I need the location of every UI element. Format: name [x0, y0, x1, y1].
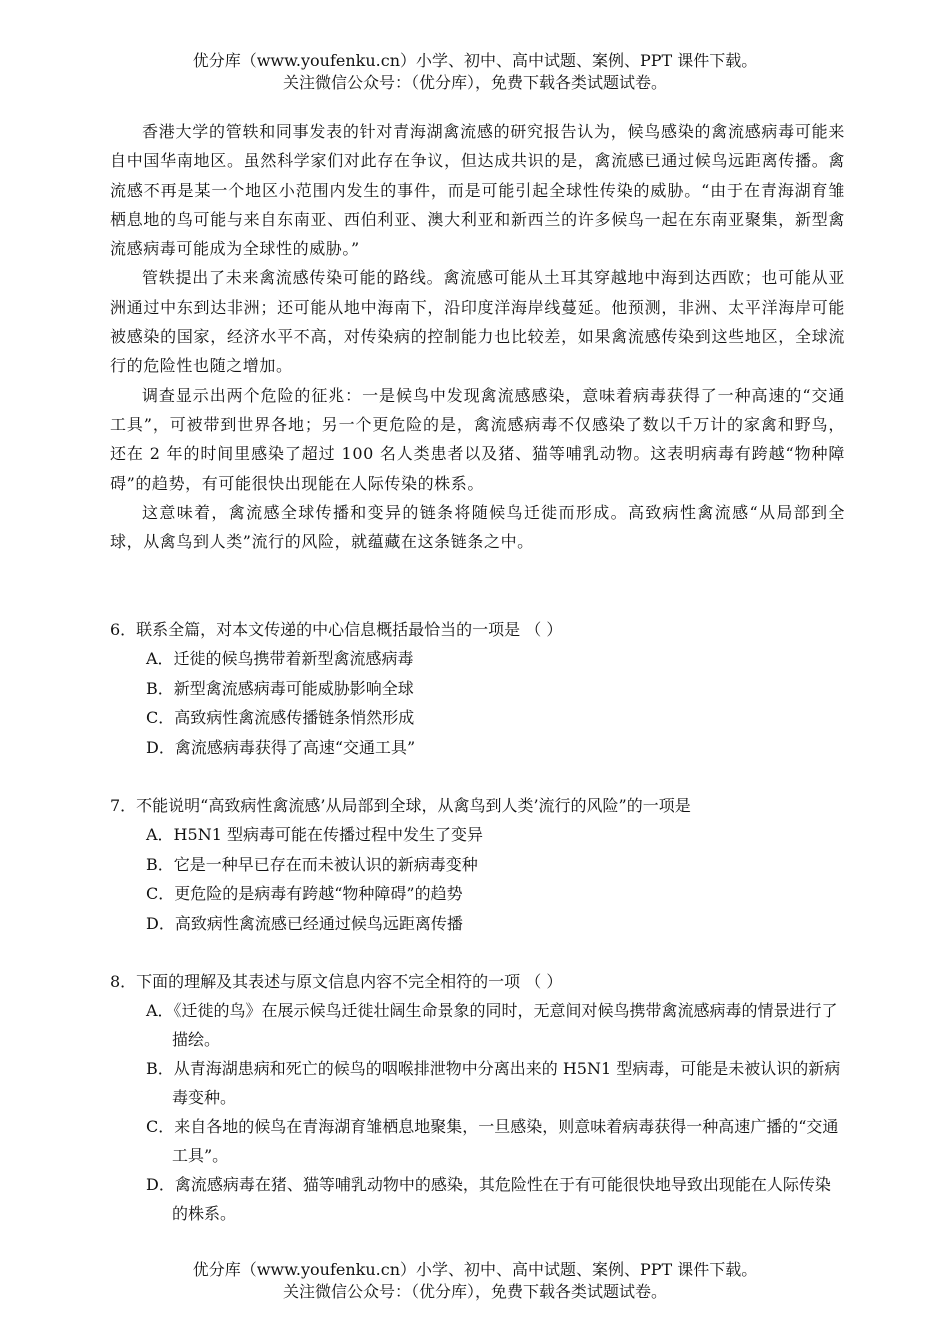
header-line-1: 优分库（www.youfenku.cn）小学、初中、高中试题、案例、PPT 课件下载。 [192, 51, 758, 70]
question-7-option-c: C．更危险的是病毒有跨越“物种障碍”的趋势 [146, 884, 463, 903]
passage-paragraph-3: 调查显示出两个危险的征兆：一是候鸟中发现禽流感感染，意味着病毒获得了一种高速的“交通工具”，可被带到世界各地；另一个更危险的是，禽流感病毒不仅感染了数以千万计的家禽和野鸟，还在 2 年的时间里感染了超过 100 名人类患者以及猪、猫等哺乳动物。这表明病毒有跨越“物种障碍”的趋势，有可能很快出现能在人际传染的株系。 [110, 385, 845, 493]
question-8-option-c: C．来自各地的候鸟在青海湖育雏栖息地聚集，一旦感染，则意味着病毒获得一种高速广播的“交通工具”。 [146, 1117, 839, 1165]
question-6-option-d: D．禽流感病毒获得了高速“交通工具” [146, 737, 416, 757]
question-8-option-b: B．从青海湖患病和死亡的候鸟的咽喉排泄物中分离出来的 H5N1 型病毒，可能是未被认识的新病毒变种。 [146, 1059, 841, 1107]
question-7 [110, 791, 845, 938]
question-6-option-b: B．新型禽流感病毒可能威胁影响全球 [146, 678, 414, 698]
reading-passage [110, 117, 845, 556]
page-footer [0, 1259, 950, 1303]
question-8-option-a: A．《迁徙的鸟》在展示候鸟迁徙壮阔生命景象的同时，无意间对候鸟携带禽流感病毒的情景进行了描绘。 [146, 1001, 838, 1049]
footer-line-1: 优分库（www.youfenku.cn）小学、初中、高中试题、案例、PPT 课件下载。 [192, 1260, 758, 1279]
question-6-option-c: C．高致病性禽流感传播链条悄然形成 [146, 708, 415, 727]
question-8-option-d: D．禽流感病毒在猪、猫等哺乳动物中的感染，其危险性在于有可能很快地导致出现能在人际传染的株系。 [146, 1175, 831, 1223]
question-8-stem: 8．下面的理解及其表述与原文信息内容不完全相符的一项 （ ） [110, 972, 563, 991]
question-7-option-d: D．高致病性禽流感已经通过候鸟远距离传播 [146, 913, 463, 933]
question-8 [110, 967, 845, 1228]
page-header [0, 50, 950, 94]
question-6 [110, 615, 845, 762]
header-line-2: 关注微信公众号：（优分库），免费下载各类试题试卷。 [282, 73, 667, 92]
passage-paragraph-1: 香港大学的管轶和同事发表的针对青海湖禽流感的研究报告认为，候鸟感染的禽流感病毒可能来自中国华南地区。虽然科学家们对此存在争议，但达成共识的是，禽流感已通过候鸟远距离传播。禽流感不再是某一个地区小范围内发生的事件，而是可能引起全球性传染的威胁。“由于在青海湖育雏栖息地的鸟可能与来自东南亚、西伯利亚、澳大利亚和新西兰的许多候鸟一起在东南亚聚集，新型禽流感病毒可能成为全球性的威胁。” [110, 122, 845, 259]
passage-paragraph-4: 这意味着，禽流感全球传播和变异的链条将随候鸟迁徙而形成。高致病性禽流感“从局部到全球，从禽鸟到人类”流行的风险，就蕴藏在这条链条之中。 [110, 502, 845, 552]
question-6-option-a: A．迁徙的候鸟携带着新型禽流感病毒 [146, 649, 414, 668]
passage-paragraph-2: 管轶提出了未来禽流感传染可能的路线。禽流感可能从土耳其穿越地中海到达西欧；也可能从亚洲通过中东到达非洲；还可能从地中海南下，沿印度洋海岸线蔓延。他预测，非洲、太平洋海岸可能被感染的国家，经济水平不高，对传染病的控制能力也比较差，如果禽流感传染到这些地区，全球流行的危险性也随之增加。 [110, 268, 845, 376]
footer-line-2: 关注微信公众号：（优分库），免费下载各类试题试卷。 [282, 1282, 667, 1301]
question-7-option-a: A．H5N1 型病毒可能在传播过程中发生了变异 [146, 825, 483, 844]
question-6-stem: 6．联系全篇，对本文传递的中心信息概括最恰当的一项是 （ ） [110, 620, 563, 639]
question-7-option-b: B．它是一种早已存在而未被认识的新病毒变种 [146, 854, 478, 874]
question-7-stem: 7．不能说明“高致病性禽流感’从局部到全球，从禽鸟到人类’流行的风险”的一项是 [110, 796, 691, 815]
